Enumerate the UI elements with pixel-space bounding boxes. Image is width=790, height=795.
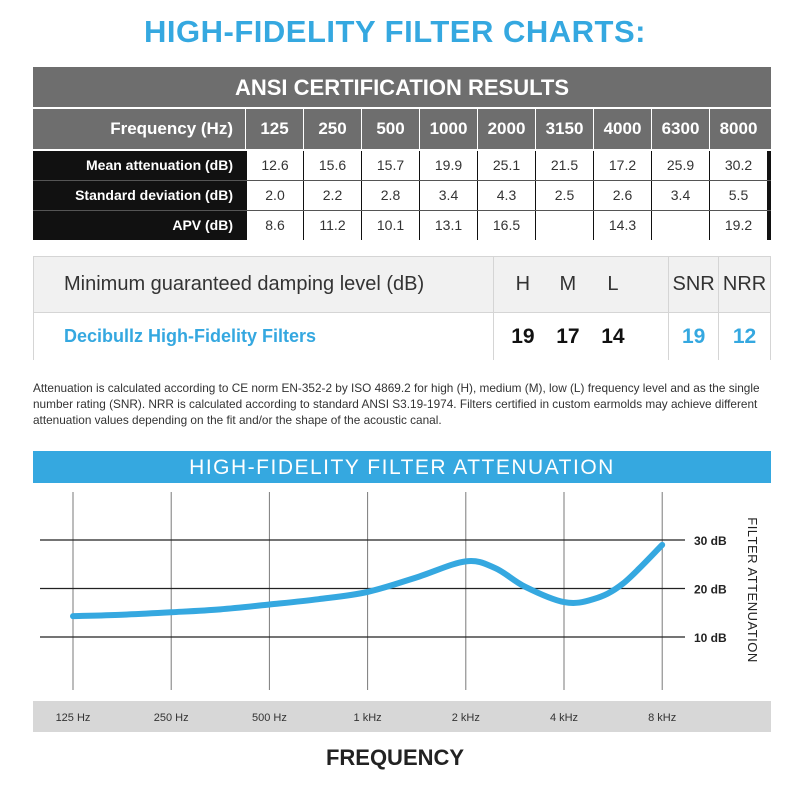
l-value: 14 <box>601 325 625 348</box>
table-cell: 13.1 <box>419 211 477 240</box>
y-tick-label: 20 dB <box>694 582 727 597</box>
table-cell: 25.9 <box>651 151 709 180</box>
x-tick-label: 2 kHz <box>451 712 480 724</box>
table-cell: 2.8 <box>361 181 419 210</box>
footnote: Attenuation is calculated according to CE norm EN-352-2 by ISO 4869.2 for high (H), medium (M), low (L) frequency level and as the single number rating (SNR). NRR is calculated according to standard ANSI S3.19-1974. Filters certified in custom earmolds may achieve different attenuation values depending on the fit and/or the shape of the acoustic canal. <box>33 381 760 427</box>
table-cell: 3.4 <box>651 181 709 210</box>
damping-label: Minimum guaranteed damping level (dB) <box>64 273 425 295</box>
nrr-header: NRR <box>718 257 770 312</box>
table-cell: 17.2 <box>593 151 651 180</box>
x-tick-label: 1 kHz <box>353 712 382 724</box>
freq-cell: 500 <box>361 109 419 149</box>
row-label: Mean attenuation (dB) <box>86 157 233 173</box>
table-cell: 4.3 <box>477 181 535 210</box>
table-cell: 12.6 <box>245 151 303 180</box>
y-tick-label: 30 dB <box>694 534 727 548</box>
freq-cell: 250 <box>303 109 361 149</box>
m-header: M <box>559 273 577 295</box>
frequency-label: Frequency (Hz) <box>110 119 233 138</box>
snr-value: 19 <box>668 313 718 360</box>
row-label: APV (dB) <box>172 217 233 233</box>
snr-header: SNR <box>668 257 718 312</box>
h-value: 19 <box>511 325 535 348</box>
freq-cell: 2000 <box>477 109 535 149</box>
table-cell: 2.6 <box>593 181 651 210</box>
table-cell: 30.2 <box>709 151 767 180</box>
page-title: HIGH-FIDELITY FILTER CHARTS: <box>144 14 646 49</box>
x-tick-label: 500 Hz <box>251 712 287 724</box>
table-cell: 5.5 <box>709 181 767 210</box>
table-cell: 2.5 <box>535 181 593 210</box>
freq-cell: 6300 <box>651 109 709 149</box>
x-tick-label: 8 kHz <box>648 712 677 724</box>
m-value: 17 <box>556 325 580 348</box>
table-cell: 15.7 <box>361 151 419 180</box>
h-header: H <box>515 273 531 295</box>
table-cell: 25.1 <box>477 151 535 180</box>
y-tick-label: 10 dB <box>694 631 727 645</box>
table-cell: 10.1 <box>361 211 419 240</box>
table-cell: 3.4 <box>419 181 477 210</box>
table-cell: 14.3 <box>593 211 651 240</box>
table-cell: 19.2 <box>709 211 767 240</box>
row-label: Standard deviation (dB) <box>75 187 233 203</box>
table-cell: 11.2 <box>303 211 361 240</box>
freq-cell: 3150 <box>535 109 593 149</box>
table-cell: 16.5 <box>477 211 535 240</box>
table-cell: 8.6 <box>245 211 303 240</box>
l-header: L <box>607 273 619 295</box>
freq-cell: 125 <box>245 109 303 149</box>
nrr-value: 12 <box>718 313 770 360</box>
x-tick-label: 125 Hz <box>55 712 91 724</box>
table-cell: 2.2 <box>303 181 361 210</box>
table-cell: 19.9 <box>419 151 477 180</box>
freq-cell: 4000 <box>593 109 651 149</box>
table-cell: 15.6 <box>303 151 361 180</box>
x-tick-label: 4 kHz <box>549 712 579 724</box>
freq-cell: 8000 <box>709 109 767 149</box>
table-cell: 2.0 <box>245 181 303 210</box>
y-axis-label: FILTER ATTENUATION <box>745 517 760 663</box>
x-tick-label: 250 Hz <box>153 712 189 724</box>
product-name: Decibullz High-Fidelity Filters <box>64 326 317 346</box>
chart-title: HIGH-FIDELITY FILTER ATTENUATION <box>33 451 771 483</box>
ansi-table-heading: ANSI CERTIFICATION RESULTS <box>33 67 771 109</box>
freq-cell: 1000 <box>419 109 477 149</box>
table-cell: 21.5 <box>535 151 593 180</box>
x-axis-label: FREQUENCY <box>325 745 465 770</box>
